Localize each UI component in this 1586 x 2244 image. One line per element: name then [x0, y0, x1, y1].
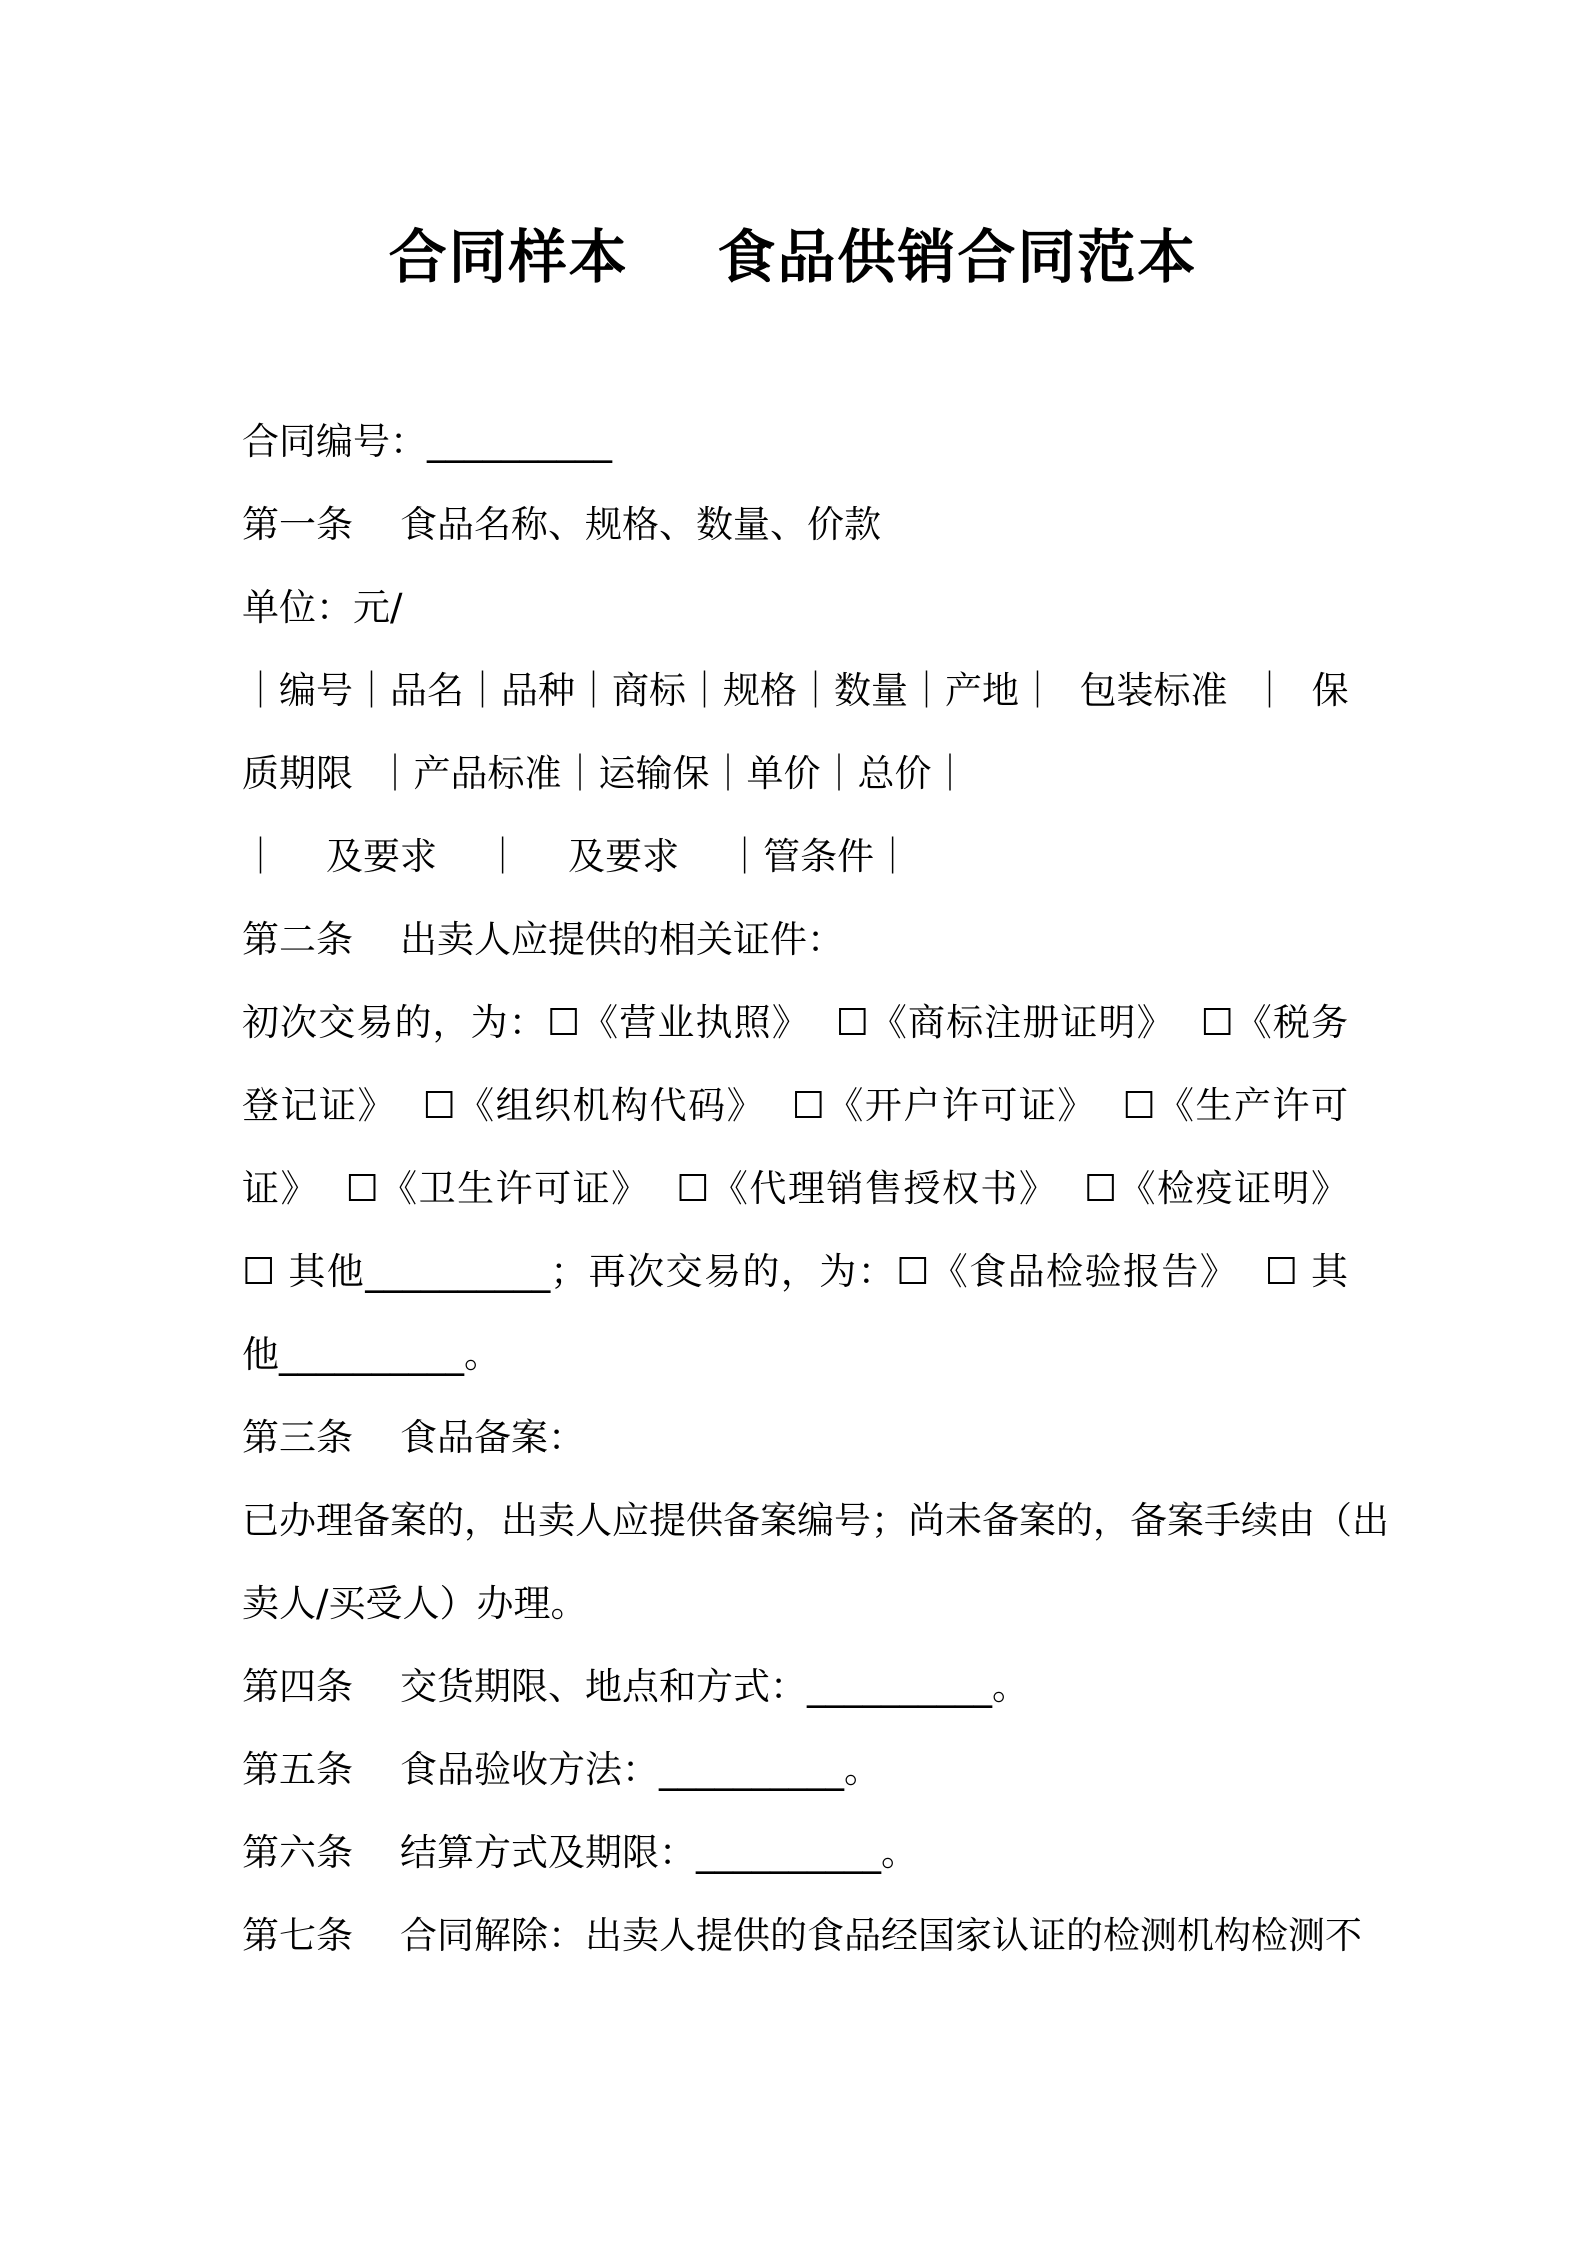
article-2-text-line-3: 证》 ☐《卫生许可证》 ☐《代理销售授权书》 ☐《检疫证明》 — [242, 1167, 1348, 1210]
article-2-text-line-4: ☐ 其他__________；再次交易的，为：☐《食品检验报告》 ☐ 其 — [242, 1250, 1348, 1293]
article-5-line: 第五条 食品验收方法：__________。 — [242, 1748, 882, 1791]
article-2-text-line-2: 登记证》 ☐《组织机构代码》 ☐《开户许可证》 ☐《生产许可 — [242, 1084, 1348, 1127]
article-2-text-line-5: 他__________。 — [242, 1333, 501, 1376]
article-6-line: 第六条 结算方式及期限：__________。 — [242, 1831, 919, 1874]
article-7-line: 第七条 合同解除：出卖人提供的食品经国家认证的检测机构检测不 — [242, 1914, 1363, 1957]
article-4-line: 第四条 交货期限、地点和方式：__________。 — [242, 1665, 1030, 1708]
article-2-text-line-1: 初次交易的，为：☐《营业执照》 ☐《商标注册证明》 ☐《税务 — [242, 1001, 1348, 1044]
article-2-heading: 第二条 出卖人应提供的相关证件： — [242, 918, 845, 961]
table-header-row-3: ｜ 及要求 ｜ 及要求 ｜管条件｜ — [242, 835, 912, 878]
article-3-heading: 第三条 食品备案： — [242, 1416, 586, 1459]
article-3-text-line-2: 卖人/买受人）办理。 — [242, 1582, 588, 1625]
contract-number-line: 合同编号：__________ — [242, 420, 612, 463]
unit-line: 单位：元/ — [242, 586, 403, 629]
document-body — [242, 400, 1389, 1977]
document-title: 合同样本 食品供销合同范本 — [388, 223, 1198, 291]
table-header-row-2: 质期限 ｜产品标准｜运输保｜单价｜总价｜ — [242, 752, 969, 795]
article-1-heading: 第一条 食品名称、规格、数量、价款 — [242, 503, 882, 546]
article-3-text-line-1: 已办理备案的，出卖人应提供备案编号；尚未备案的，备案手续由（出 — [242, 1499, 1389, 1542]
table-header-row-1: ｜编号｜品名｜品种｜商标｜规格｜数量｜产地｜ 包装标准 ｜ 保 — [242, 669, 1349, 712]
